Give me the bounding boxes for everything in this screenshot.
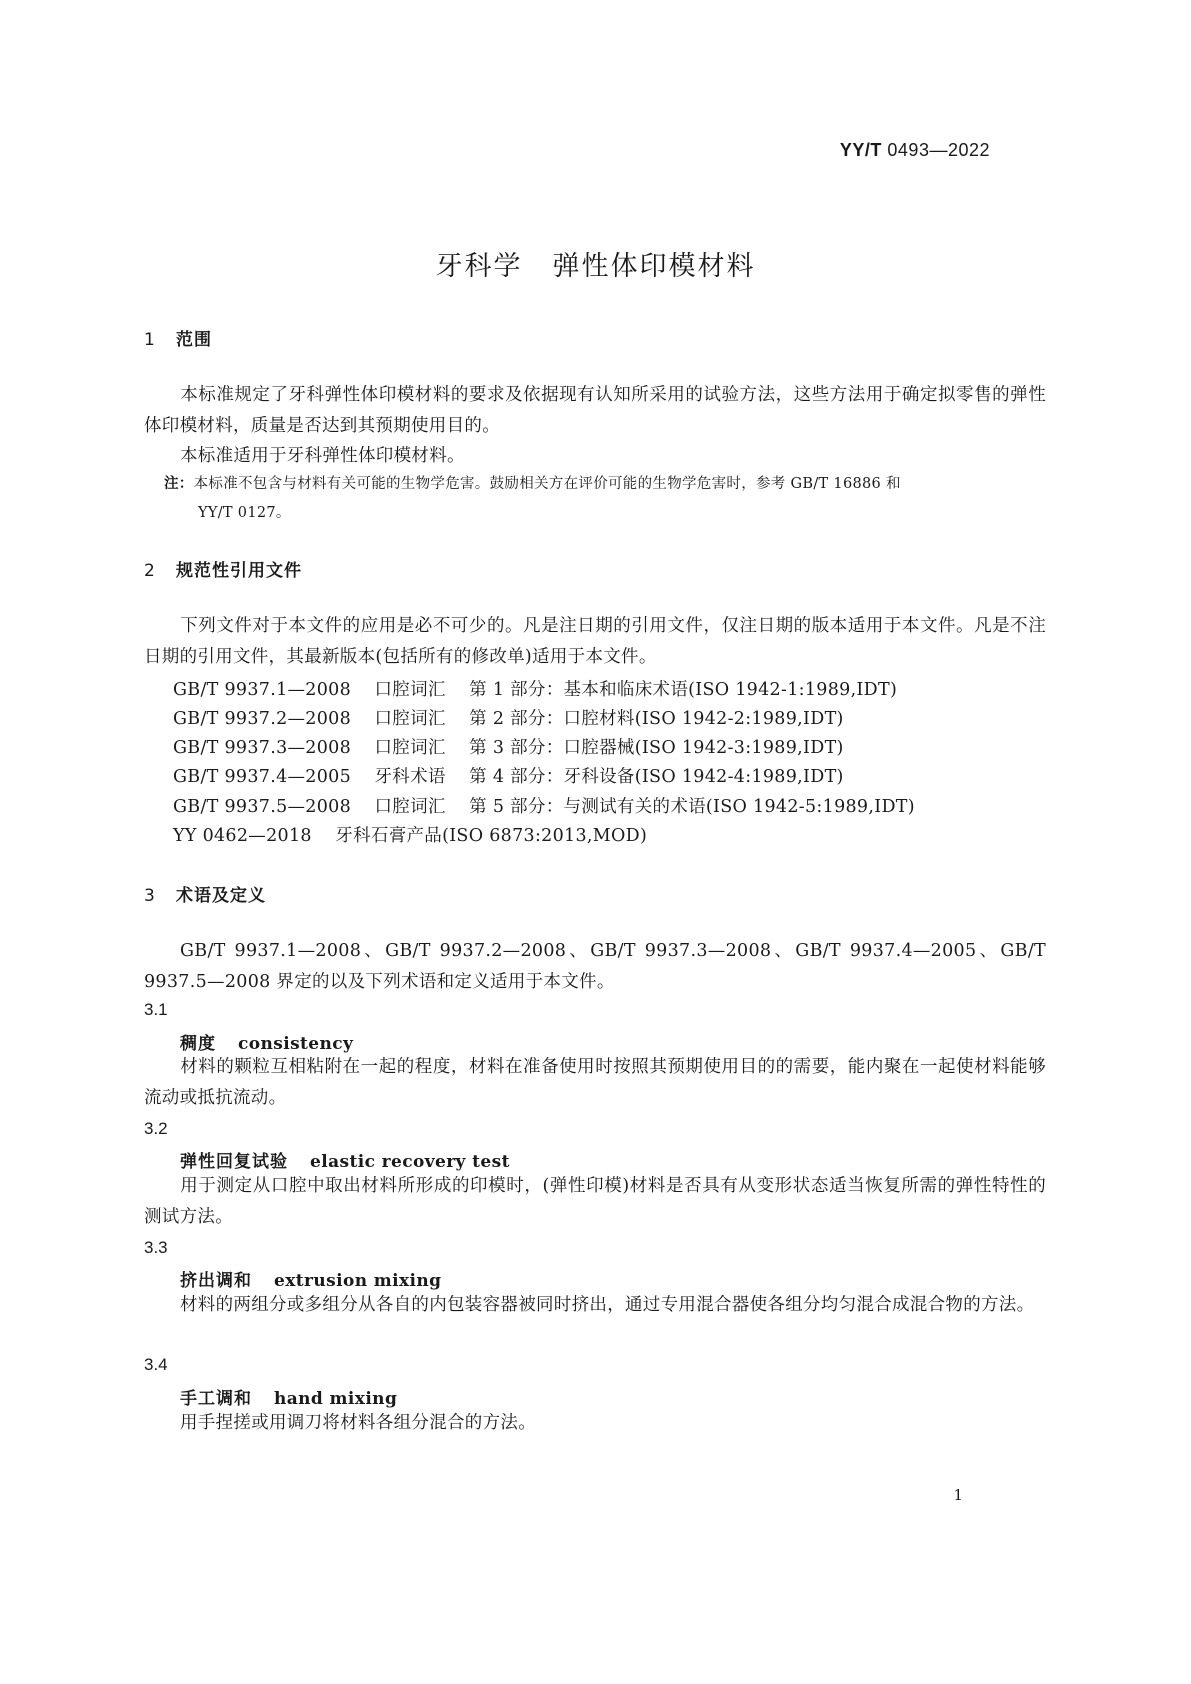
reference-item xyxy=(173,734,844,759)
section-1-heading xyxy=(144,325,212,350)
section-1-p1-text: 本标准规定了牙科弹性体印模材料的要求及依据现有认知所采用的试验方法，这些方法用于确定拟零售的弹性体印模材料，质量是否达到其预期使用目的。 xyxy=(144,385,1046,436)
section-3-heading xyxy=(144,881,266,906)
term-definition xyxy=(144,1052,1046,1114)
term-heading xyxy=(180,1266,441,1291)
reference-part: 第 5 部分：与测试有关的术语(ISO 1942-5:1989,IDT) xyxy=(469,797,915,817)
reference-code: GB/T 9937.5—2008 xyxy=(173,797,352,817)
section-3-number: 3 xyxy=(144,886,156,906)
reference-code: GB/T 9937.1—2008 xyxy=(173,680,352,700)
term-definition-text: 材料的颗粒互相粘附在一起的程度，材料在准备使用时按照其预期使用目的的需要，能内聚在一起使材料能够流动或抵抗流动。 xyxy=(144,1057,1046,1108)
section-2-heading xyxy=(144,556,302,581)
section-1-number: 1 xyxy=(144,330,156,350)
section-1-paragraph-1 xyxy=(144,380,1046,442)
reference-name: 牙科术语 xyxy=(374,767,446,787)
reference-code: GB/T 9937.3—2008 xyxy=(173,738,352,758)
term-definition xyxy=(144,1408,1046,1439)
reference-name: 口腔词汇 xyxy=(374,738,446,758)
reference-item xyxy=(173,676,897,701)
term-definition-text: 材料的两组分或多组分从各自的内包装容器被同时挤出，通过专用混合器使各组分均匀混合成混合物的方法。 xyxy=(180,1295,1035,1315)
reference-part: 第 1 部分：基本和临床术语(ISO 1942-1:1989,IDT) xyxy=(469,680,898,700)
term-zh: 挤出调和 xyxy=(180,1271,252,1291)
term-number: 3.2 xyxy=(144,1119,168,1138)
term-definition-text: 用于测定从口腔中取出材料所形成的印模时，(弹性印模)材料是否具有从变形状态适当恢复所需的弹性特性的测试方法。 xyxy=(144,1176,1046,1227)
reference-item xyxy=(173,763,844,788)
term-zh: 手工调和 xyxy=(180,1389,252,1409)
term-en: consistency xyxy=(238,1034,354,1054)
reference-code: YY 0462—2018 xyxy=(173,826,312,846)
title-part-2: 弹性体印模材料 xyxy=(552,251,756,282)
reference-name: 口腔词汇 xyxy=(374,797,446,817)
page-number: 1 xyxy=(953,1486,963,1504)
title-part-1: 牙科学 xyxy=(435,251,523,282)
section-2-intro xyxy=(144,611,1046,673)
section-1-note-line-2: YY/T 0127。 xyxy=(198,505,291,521)
reference-part: 第 4 部分：牙科设备(ISO 1942-4:1989,IDT) xyxy=(469,767,844,787)
term-en: elastic recovery test xyxy=(310,1152,510,1172)
reference-item xyxy=(173,793,915,818)
section-1-title: 范围 xyxy=(176,330,212,350)
term-en: hand mixing xyxy=(274,1389,398,1409)
standard-code-number: 0493—2022 xyxy=(887,140,990,160)
term-definition-text: 用手捏搓或用调刀将材料各组分混合的方法。 xyxy=(180,1413,536,1433)
note-label: 注： xyxy=(164,476,194,492)
section-3-title: 术语及定义 xyxy=(176,886,266,906)
term-zh: 弹性回复试验 xyxy=(180,1152,288,1172)
reference-code: GB/T 9937.4—2005 xyxy=(173,767,352,787)
section-2-number: 2 xyxy=(144,561,156,581)
term-zh: 稠度 xyxy=(180,1034,216,1054)
term-en: extrusion mixing xyxy=(274,1271,442,1291)
reference-part: 第 3 部分：口腔器械(ISO 1942-3:1989,IDT) xyxy=(469,738,844,758)
reference-item xyxy=(173,705,844,730)
document-title xyxy=(0,244,1191,283)
reference-part: 第 2 部分：口腔材料(ISO 1942-2:1989,IDT) xyxy=(469,709,844,729)
reference-name: 口腔词汇 xyxy=(374,680,446,700)
section-1-paragraph-2: 本标准适用于牙科弹性体印模材料。 xyxy=(180,446,465,466)
term-definition xyxy=(144,1290,1046,1321)
term-number: 3.1 xyxy=(144,1000,168,1019)
reference-code: GB/T 9937.2—2008 xyxy=(173,709,352,729)
section-3-intro-text: GB/T 9937.1—2008、GB/T 9937.2—2008、GB/T 9937.3—2008、GB/T 9937.4—2005、GB/T 9937.5—2008 界定的以及下列术语和定义适用于本文件。 xyxy=(144,941,1046,992)
term-heading xyxy=(180,1147,510,1172)
term-heading xyxy=(180,1384,397,1409)
section-2-intro-text: 下列文件对于本文件的应用是必不可少的。凡是注日期的引用文件，仅注日期的版本适用于本文件。凡是不注日期的引用文件，其最新版本(包括所有的修改单)适用于本文件。 xyxy=(144,616,1046,667)
term-heading xyxy=(180,1029,353,1054)
section-2-title: 规范性引用文件 xyxy=(176,561,302,581)
term-definition xyxy=(144,1171,1046,1233)
term-number: 3.3 xyxy=(144,1238,168,1257)
reference-name: 口腔词汇 xyxy=(374,709,446,729)
section-3-intro xyxy=(144,936,1046,998)
standard-code xyxy=(840,140,990,161)
term-number: 3.4 xyxy=(144,1355,168,1374)
standard-code-prefix: YY/T xyxy=(839,140,882,160)
section-1-note xyxy=(164,472,901,493)
note-line-1: 本标准不包含与材料有关可能的生物学危害。鼓励相关方在评价可能的生物学危害时，参考 GB/T 16886 和 xyxy=(193,476,901,492)
reference-item xyxy=(173,822,647,847)
reference-name: 牙科石膏产品(ISO 6873:2013,MOD) xyxy=(335,826,648,846)
